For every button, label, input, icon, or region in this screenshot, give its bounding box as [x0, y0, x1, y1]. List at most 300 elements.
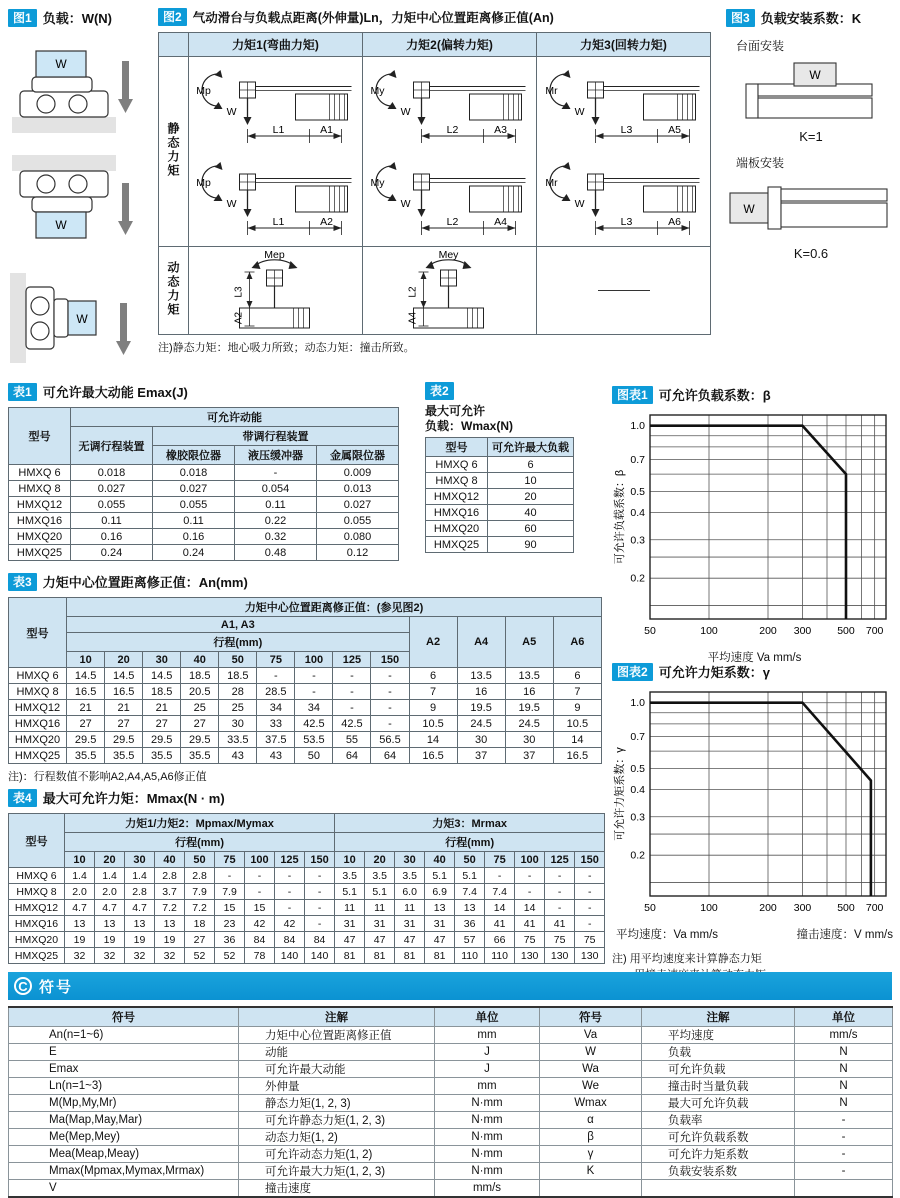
- value-cell: 53.5: [295, 732, 333, 748]
- model-cell: Emax: [9, 1060, 239, 1077]
- value-cell: 0.48: [235, 545, 317, 561]
- symbols-section-title: 符号: [39, 978, 74, 996]
- value-cell: 13.5: [457, 668, 505, 684]
- model-cell: Ln(n=1~3): [9, 1077, 239, 1094]
- value-cell: N·mm: [435, 1162, 540, 1179]
- load-bottom-mount-diagram: [8, 151, 148, 253]
- value-cell: -: [485, 868, 515, 884]
- col-header: 符号: [540, 1007, 642, 1026]
- col-header: A1, A3: [67, 617, 409, 633]
- svg-text:Mp: Mp: [196, 176, 211, 189]
- table-row: [9, 1043, 893, 1060]
- value-cell: 外伸量: [239, 1077, 435, 1094]
- value-cell: 0.009: [317, 465, 399, 481]
- value-cell: 37: [505, 748, 553, 764]
- value-cell: 140: [275, 948, 305, 964]
- col-header: 力矩3：Mrmax: [335, 814, 605, 833]
- table-row: [426, 537, 574, 553]
- svg-text:W: W: [226, 197, 237, 210]
- value-cell: [795, 1179, 893, 1197]
- col-header: 30: [125, 852, 155, 868]
- value-cell: 10: [488, 473, 574, 489]
- value-cell: 0.027: [71, 481, 153, 497]
- value-cell: mm: [435, 1077, 540, 1094]
- value-cell: 5.1: [425, 868, 455, 884]
- value-cell: 18: [185, 916, 215, 932]
- value-cell: 36: [455, 916, 485, 932]
- svg-text:A1: A1: [320, 123, 333, 136]
- value-cell: 27: [67, 716, 105, 732]
- table-row: [9, 497, 399, 513]
- svg-text:可允许力矩系数：γ: 可允许力矩系数：γ: [614, 747, 626, 841]
- col-header: 75: [485, 852, 515, 868]
- value-cell: 41: [485, 916, 515, 932]
- table-row: [9, 1094, 893, 1111]
- col-header: 单位: [795, 1007, 893, 1026]
- table-row: [426, 521, 574, 537]
- value-cell: 52: [185, 948, 215, 964]
- value-cell: 19: [65, 932, 95, 948]
- col-header: 符号: [9, 1007, 239, 1026]
- svg-text:A6: A6: [668, 215, 681, 228]
- value-cell: 34: [257, 700, 295, 716]
- value-cell: 2.0: [95, 884, 125, 900]
- value-cell: 13: [125, 916, 155, 932]
- value-cell: 18.5: [219, 668, 257, 684]
- model-cell: Ma(Map,May,Mar): [9, 1111, 239, 1128]
- value-cell: 52: [215, 948, 245, 964]
- moment-diagram-cell: [189, 57, 363, 247]
- value-cell: 可允许力矩系数: [642, 1145, 795, 1162]
- model-cell: HMXQ 8: [9, 481, 71, 497]
- value-cell: 14: [553, 732, 601, 748]
- value-cell: α: [540, 1111, 642, 1128]
- value-cell: 33: [257, 716, 295, 732]
- svg-text:W: W: [809, 68, 821, 82]
- table-row: [426, 457, 574, 473]
- svg-text:W: W: [574, 197, 585, 210]
- value-cell: 50: [295, 748, 333, 764]
- svg-text:A4: A4: [407, 311, 419, 324]
- table2-tag: 表2: [425, 382, 454, 400]
- figure3-mounting: [726, 8, 896, 261]
- col-header: 40: [181, 652, 219, 668]
- value-cell: -: [371, 700, 409, 716]
- moment-center-correction-table: [8, 597, 602, 764]
- col-header: 75: [257, 652, 295, 668]
- table-row: [9, 545, 399, 561]
- load-top-mount-diagram: [8, 35, 148, 137]
- col-header: 行程(mm): [67, 633, 409, 652]
- value-cell: N·mm: [435, 1128, 540, 1145]
- value-cell: 16: [505, 684, 553, 700]
- value-cell: -: [795, 1145, 893, 1162]
- svg-text:L1: L1: [272, 123, 285, 136]
- value-cell: 14: [515, 900, 545, 916]
- end-plate-mount-diagram: [726, 175, 894, 239]
- value-cell: mm/s: [435, 1179, 540, 1197]
- value-cell: mm: [435, 1026, 540, 1043]
- model-cell: V: [9, 1179, 239, 1197]
- table-row: [9, 948, 605, 964]
- model-cell: HMXQ 8: [9, 884, 65, 900]
- value-cell: 31: [335, 916, 365, 932]
- value-cell: 140: [305, 948, 335, 964]
- value-cell: Va: [540, 1026, 642, 1043]
- value-cell: 81: [365, 948, 395, 964]
- col-header: A6: [553, 617, 601, 668]
- value-cell: 力矩中心位置距离修正值: [239, 1026, 435, 1043]
- value-cell: 1.4: [125, 868, 155, 884]
- table-row: [9, 900, 605, 916]
- model-cell: HMXQ25: [426, 537, 488, 553]
- table-row: [426, 489, 574, 505]
- value-cell: 27: [105, 716, 143, 732]
- value-cell: 0.055: [71, 497, 153, 513]
- value-cell: 18.5: [181, 668, 219, 684]
- value-cell: -: [305, 868, 335, 884]
- symbols-table: [8, 1006, 893, 1198]
- svg-text:0.2: 0.2: [630, 572, 645, 585]
- corner-cell: [159, 33, 189, 57]
- col-header: 150: [305, 852, 335, 868]
- value-cell: 6: [553, 668, 601, 684]
- mount-end-label: 端板安装: [736, 156, 785, 170]
- svg-text:700: 700: [865, 625, 884, 637]
- table1-tag: 表1: [8, 383, 37, 401]
- svg-text:0.5: 0.5: [630, 762, 645, 775]
- chart1-x-label: 平均速度 Va mm/s: [707, 652, 802, 664]
- value-cell: -: [333, 700, 371, 716]
- value-cell: 47: [425, 932, 455, 948]
- max-moment-table: [8, 813, 605, 964]
- symbols-section-bar: [8, 972, 892, 1000]
- value-cell: 41: [515, 916, 545, 932]
- value-cell: N·mm: [435, 1111, 540, 1128]
- value-cell: 9: [553, 700, 601, 716]
- table4-tag: 表4: [8, 789, 37, 807]
- svg-text:L3: L3: [620, 123, 633, 136]
- value-cell: 5.1: [455, 868, 485, 884]
- value-cell: 可允许静态力矩(1, 2, 3): [239, 1111, 435, 1128]
- value-cell: 15: [215, 900, 245, 916]
- col-header: 力矩1(弯曲力矩): [189, 33, 363, 57]
- col-header: 力矩3(回转力矩): [537, 33, 711, 57]
- svg-text:Mep: Mep: [264, 248, 285, 261]
- svg-text:W: W: [55, 218, 67, 232]
- svg-text:0.7: 0.7: [630, 731, 645, 744]
- value-cell: -: [215, 868, 245, 884]
- col-header: 单位: [435, 1007, 540, 1026]
- value-cell: 40: [488, 505, 574, 521]
- value-cell: 19: [95, 932, 125, 948]
- value-cell: 7: [553, 684, 601, 700]
- value-cell: 11: [335, 900, 365, 916]
- value-cell: 14: [409, 732, 457, 748]
- col-header: 40: [425, 852, 455, 868]
- value-cell: 可允许负载: [642, 1060, 795, 1077]
- table-row: [426, 505, 574, 521]
- table1-block: [8, 382, 400, 561]
- svg-text:700: 700: [865, 902, 884, 914]
- col-header: 125: [275, 852, 305, 868]
- value-cell: 6: [488, 457, 574, 473]
- col-header: 力矩中心位置距离修正值：(参见图2): [67, 598, 602, 617]
- value-cell: 0.055: [153, 497, 235, 513]
- svg-text:0.7: 0.7: [630, 454, 645, 467]
- figure3-tag: 图3: [726, 9, 755, 27]
- value-cell: 41: [545, 916, 575, 932]
- value-cell: 78: [245, 948, 275, 964]
- model-cell: HMXQ 6: [9, 465, 71, 481]
- value-cell: 37.5: [257, 732, 295, 748]
- moment1-dynamic-diagram: [189, 248, 362, 334]
- value-cell: 7: [409, 684, 457, 700]
- svg-text:可允许负载系数：β: 可允许负载系数：β: [614, 469, 626, 565]
- svg-text:A4: A4: [494, 215, 507, 228]
- figure2-tag: 图2: [158, 8, 187, 26]
- model-cell: Mmax(Mpmax,Mymax,Mrmax): [9, 1162, 239, 1179]
- value-cell: 0.027: [317, 497, 399, 513]
- value-cell: 13: [455, 900, 485, 916]
- col-header: 100: [515, 852, 545, 868]
- moment1-static-diagram-b: [189, 152, 362, 244]
- value-cell: -: [371, 716, 409, 732]
- value-cell: 55: [333, 732, 371, 748]
- value-cell: 5.1: [365, 884, 395, 900]
- value-cell: 2.0: [65, 884, 95, 900]
- model-cell: Me(Mep,Mey): [9, 1128, 239, 1145]
- value-cell: β: [540, 1128, 642, 1145]
- value-cell: 25: [181, 700, 219, 716]
- table-row: [9, 1111, 893, 1128]
- chart-gamma-block: [612, 662, 897, 982]
- table-row: [9, 668, 602, 684]
- svg-text:My: My: [370, 176, 385, 189]
- svg-text:W: W: [743, 202, 755, 216]
- value-cell: 47: [335, 932, 365, 948]
- col-header: 带调行程装置: [153, 427, 399, 446]
- value-cell: 20.5: [181, 684, 219, 700]
- model-cell: HMXQ 6: [426, 457, 488, 473]
- value-cell: 15: [245, 900, 275, 916]
- col-header: 行程(mm): [65, 833, 335, 852]
- value-cell: -: [795, 1111, 893, 1128]
- chart2-tag: 图表2: [612, 663, 653, 681]
- value-cell: 10.5: [409, 716, 457, 732]
- model-cell: Mea(Meap,Meay): [9, 1145, 239, 1162]
- table2-caption-line1: 最大可允许: [425, 404, 486, 419]
- value-cell: 3.5: [335, 868, 365, 884]
- value-cell: 可允许最大动能: [239, 1060, 435, 1077]
- svg-text:W: W: [400, 105, 411, 118]
- value-cell: 21: [105, 700, 143, 716]
- svg-text:Mr: Mr: [545, 84, 558, 97]
- model-cell: HMXQ25: [9, 948, 65, 964]
- chart-gamma: [612, 684, 895, 920]
- value-cell: -: [515, 868, 545, 884]
- value-cell: 57: [455, 932, 485, 948]
- value-cell: 29.5: [67, 732, 105, 748]
- col-header: 20: [95, 852, 125, 868]
- value-cell: 13: [425, 900, 455, 916]
- value-cell: 31: [425, 916, 455, 932]
- value-cell: -: [245, 884, 275, 900]
- value-cell: N: [795, 1060, 893, 1077]
- table-row: [9, 481, 399, 497]
- empty-diagram-cell: [537, 247, 711, 335]
- col-header: 100: [295, 652, 333, 668]
- value-cell: γ: [540, 1145, 642, 1162]
- col-header: 125: [333, 652, 371, 668]
- col-header: 10: [67, 652, 105, 668]
- value-cell: 81: [425, 948, 455, 964]
- value-cell: -: [575, 868, 605, 884]
- value-cell: 0.013: [317, 481, 399, 497]
- value-cell: 42: [275, 916, 305, 932]
- table-row: [159, 247, 711, 335]
- value-cell: 16.5: [409, 748, 457, 764]
- value-cell: 7.2: [155, 900, 185, 916]
- value-cell: 32: [125, 948, 155, 964]
- value-cell: 31: [395, 916, 425, 932]
- value-cell: 31: [365, 916, 395, 932]
- value-cell: -: [371, 668, 409, 684]
- value-cell: -: [305, 916, 335, 932]
- table4-title: 最大可允许力矩：Mmax(N · m): [42, 791, 225, 806]
- svg-text:50: 50: [644, 902, 656, 914]
- svg-text:50: 50: [644, 625, 656, 637]
- chart-beta: [612, 407, 895, 643]
- value-cell: 37: [457, 748, 505, 764]
- value-cell: -: [575, 884, 605, 900]
- table-row: [9, 884, 605, 900]
- model-cell: HMXQ25: [9, 748, 67, 764]
- col-header: 20: [365, 852, 395, 868]
- col-header: 150: [371, 652, 409, 668]
- value-cell: 60: [488, 521, 574, 537]
- value-cell: 4.7: [65, 900, 95, 916]
- chart1-tag: 图表1: [612, 386, 653, 404]
- value-cell: 130: [545, 948, 575, 964]
- svg-text:Mp: Mp: [196, 84, 211, 97]
- value-cell: -: [245, 868, 275, 884]
- model-cell: An(n=1~6): [9, 1026, 239, 1043]
- table-row: [9, 1145, 893, 1162]
- col-header: 75: [215, 852, 245, 868]
- table-row: [9, 916, 605, 932]
- value-cell: -: [333, 668, 371, 684]
- col-header: 50: [185, 852, 215, 868]
- value-cell: 4.7: [125, 900, 155, 916]
- value-cell: 3.7: [155, 884, 185, 900]
- value-cell: 30: [457, 732, 505, 748]
- value-cell: 27: [181, 716, 219, 732]
- col-header: 型号: [9, 408, 71, 465]
- value-cell: 静态力矩(1, 2, 3): [239, 1094, 435, 1111]
- table-row: [9, 748, 602, 764]
- value-cell: 可允许负载系数: [642, 1128, 795, 1145]
- moment-diagram-cell: [537, 57, 711, 247]
- value-cell: 6.9: [425, 884, 455, 900]
- col-header: 10: [65, 852, 95, 868]
- chart2-x-label-right: 撞击速度：V mm/s: [796, 929, 893, 941]
- table-row: [9, 1060, 893, 1077]
- value-cell: -: [275, 884, 305, 900]
- model-cell: HMXQ 8: [9, 684, 67, 700]
- value-cell: 25: [219, 700, 257, 716]
- table-row: [426, 473, 574, 489]
- value-cell: 64: [371, 748, 409, 764]
- svg-text:L2: L2: [407, 286, 419, 298]
- model-cell: HMXQ 6: [9, 668, 67, 684]
- svg-text:1.0: 1.0: [630, 697, 645, 710]
- value-cell: 14.5: [105, 668, 143, 684]
- figure1-load: [8, 8, 156, 369]
- value-cell: 0.12: [317, 545, 399, 561]
- svg-text:A2: A2: [320, 215, 333, 228]
- value-cell: -: [275, 868, 305, 884]
- value-cell: 0.055: [317, 513, 399, 529]
- value-cell: 84: [245, 932, 275, 948]
- value-cell: 64: [333, 748, 371, 764]
- col-header: 150: [575, 852, 605, 868]
- table2-caption-line2: 负载：Wmax(N): [425, 419, 514, 434]
- value-cell: K: [540, 1162, 642, 1179]
- col-header: 型号: [426, 438, 488, 457]
- max-load-table: [425, 437, 574, 553]
- value-cell: 130: [515, 948, 545, 964]
- value-cell: 21: [67, 700, 105, 716]
- value-cell: 84: [275, 932, 305, 948]
- value-cell: -: [795, 1162, 893, 1179]
- value-cell: -: [305, 900, 335, 916]
- table-row: [9, 700, 602, 716]
- value-cell: 2.8: [155, 868, 185, 884]
- col-header: 金属限位器: [317, 446, 399, 465]
- value-cell: 13.5: [505, 668, 553, 684]
- moment3-static-diagram-b: [537, 152, 710, 244]
- value-cell: 32: [95, 948, 125, 964]
- section-c-icon: C: [14, 977, 32, 995]
- col-header: 液压缓冲器: [235, 446, 317, 465]
- value-cell: 33.5: [219, 732, 257, 748]
- model-cell: HMXQ20: [9, 529, 71, 545]
- svg-text:500: 500: [837, 902, 855, 914]
- col-header: 注解: [239, 1007, 435, 1026]
- value-cell: 42: [245, 916, 275, 932]
- col-header: 型号: [9, 814, 65, 868]
- model-cell: HMXQ16: [9, 716, 67, 732]
- value-cell: 0.018: [71, 465, 153, 481]
- col-header: 10: [335, 852, 365, 868]
- value-cell: 19.5: [457, 700, 505, 716]
- value-cell: 30: [219, 716, 257, 732]
- value-cell: Wmax: [540, 1094, 642, 1111]
- value-cell: 47: [395, 932, 425, 948]
- chart2-x-label-left: 平均速度：Va mm/s: [616, 929, 719, 941]
- figure3-title: 负载安装系数：K: [760, 11, 862, 26]
- value-cell: 6: [409, 668, 457, 684]
- value-cell: 0.11: [71, 513, 153, 529]
- moment-diagram-table: [158, 32, 711, 335]
- value-cell: 32: [65, 948, 95, 964]
- col-header: 50: [219, 652, 257, 668]
- value-cell: 4.7: [95, 900, 125, 916]
- col-header: 可允许动能: [71, 408, 399, 427]
- value-cell: 0.16: [153, 529, 235, 545]
- table3-title: 力矩中心位置距离修正值：An(mm): [42, 575, 248, 590]
